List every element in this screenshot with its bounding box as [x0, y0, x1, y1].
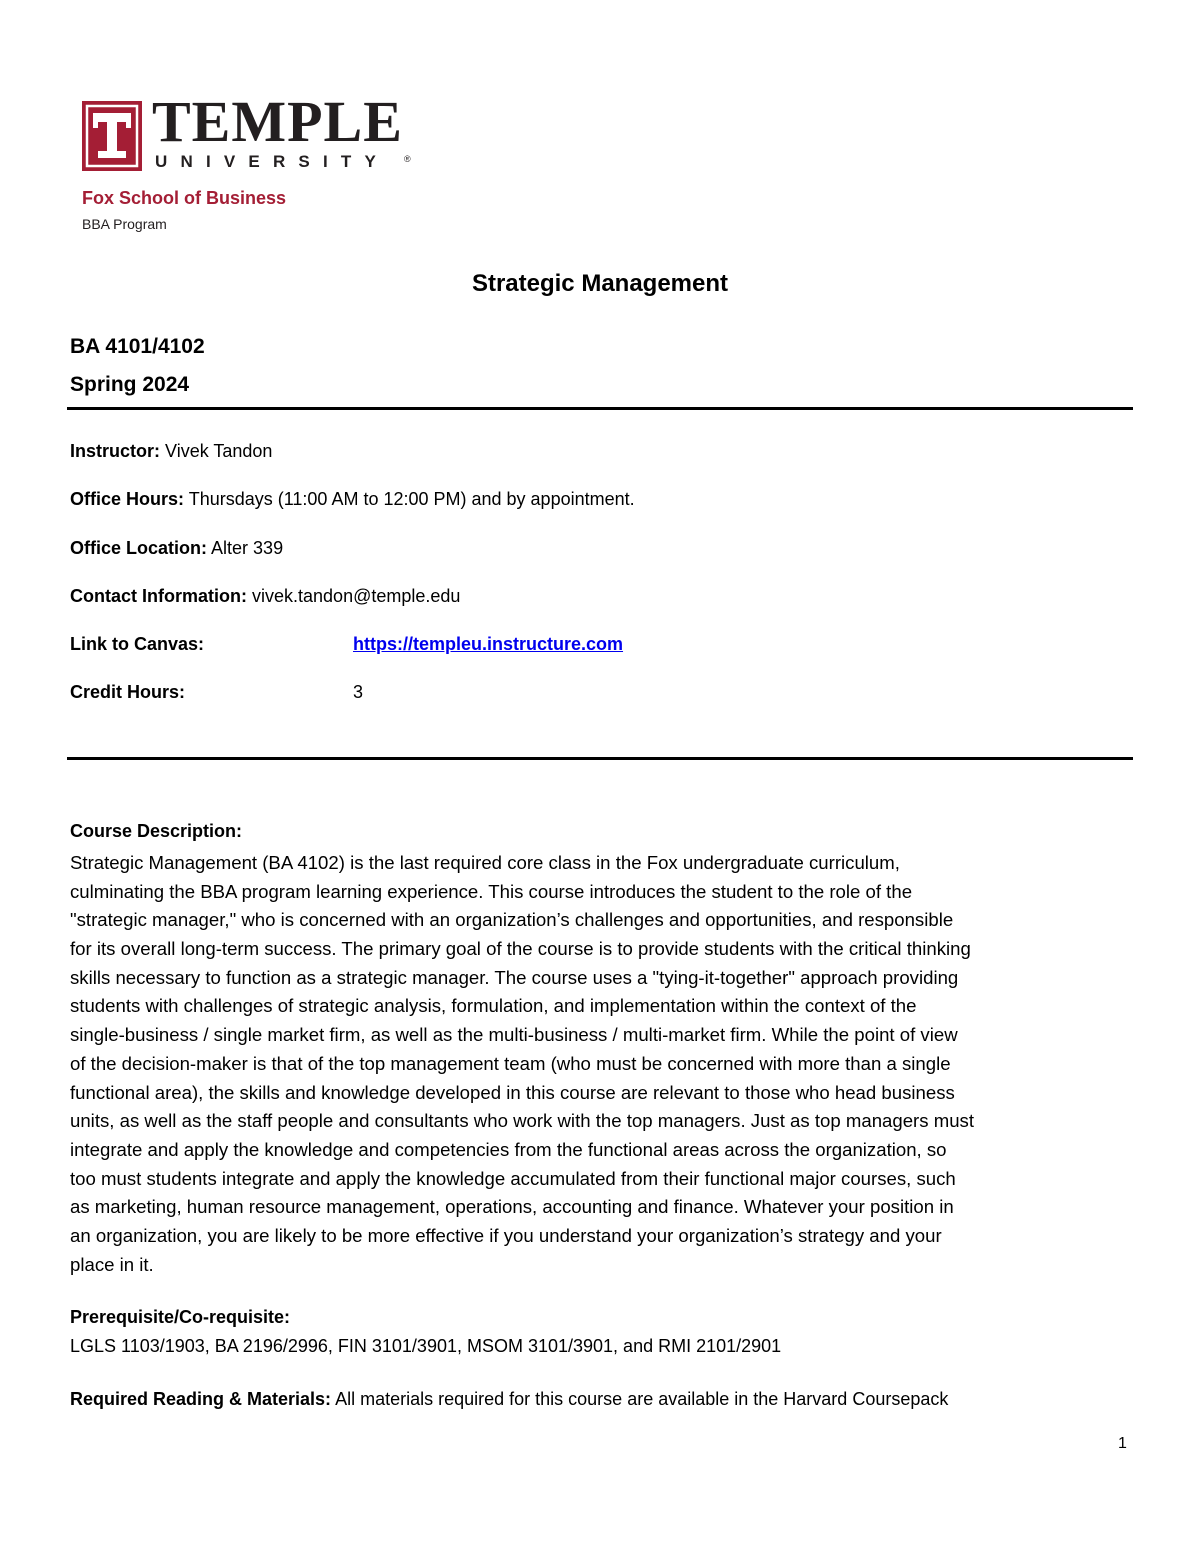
prerequisite-text: LGLS 1103/1903, BA 2196/2996, FIN 3101/3901, MSOM 3101/3901, and RMI 2101/2901: [70, 1336, 782, 1356]
course-description-heading: Course Description:: [70, 821, 243, 841]
description-line: integrate and apply the knowledge and competencies from the functional areas across the organization, so: [70, 1138, 947, 1160]
page-title: Strategic Management: [471, 270, 729, 297]
contact-row: [70, 587, 460, 605]
office-location-row: [70, 539, 283, 557]
contact-email: vivek.tandon@temple.edu: [252, 586, 461, 606]
canvas-link-cell: [353, 635, 623, 653]
logo-program-name: BBA Program: [82, 216, 167, 232]
canvas-label-row: [70, 635, 204, 653]
description-line: for its overall long-term success. The primary goal of the course is to provide students with the critical thinking: [70, 938, 971, 960]
description-line: too must students integrate and apply the knowledge accumulated from their functional major courses, such: [70, 1167, 956, 1189]
temple-t-logo-icon: [82, 101, 142, 171]
description-line: of the decision-maker is that of the top management team (who must be concerned with more than a single: [70, 1052, 951, 1074]
description-line: culminating the BBA program learning experience. This course introduces the student to the role of the: [70, 880, 913, 902]
instructor-label: Instructor:: [70, 441, 160, 461]
instructor-value: Vivek Tandon: [165, 441, 273, 461]
logo-school-name: Fox School of Business: [82, 188, 287, 208]
office-location-label: Office Location:: [70, 538, 208, 558]
description-line: units, as well as the staff people and consultants who work with the top managers. Just as top managers must: [70, 1110, 975, 1132]
description-line: single-business / single market firm, as well as the multi-business / multi-market firm. While the point of view: [70, 1024, 958, 1046]
canvas-link[interactable]: https://templeu.instructure.com: [353, 634, 624, 654]
canvas-label: Link to Canvas:: [70, 634, 205, 654]
divider-top: [67, 407, 1133, 410]
logo-registered-mark: ®: [404, 154, 411, 164]
description-line: an organization, you are likely to be more effective if you understand your organization’s strategy and your: [70, 1224, 942, 1246]
contact-label: Contact Information:: [70, 586, 247, 606]
office-hours-row: [70, 490, 635, 508]
description-line: Strategic Management (BA 4102) is the last required core class in the Fox undergraduate curriculum,: [70, 852, 900, 873]
description-line: place in it.: [70, 1253, 154, 1275]
logo-university: UNIVERSITY: [155, 152, 390, 171]
temple-fox-logo: [82, 89, 422, 241]
description-line: skills necessary to function as a strategic manager. The course uses a "tying-it-together" approach providing: [70, 966, 959, 988]
description-line: students with challenges of strategic analysis, formulation, and implementation within the context of the: [70, 995, 917, 1017]
credit-hours-label-row: [70, 683, 185, 701]
course-description-body: [70, 849, 1135, 1279]
instructor-row: [70, 442, 272, 460]
course-code: BA 4101/4102: [70, 335, 205, 358]
office-location-value: Alter 339: [211, 538, 284, 558]
divider-bottom: [67, 757, 1133, 760]
credit-hours-value-cell: [353, 683, 363, 701]
office-hours-label: Office Hours:: [70, 489, 185, 509]
credit-hours-value: 3: [353, 682, 364, 702]
materials-row: [70, 1390, 948, 1408]
office-hours-value: Thursdays (11:00 AM to 12:00 PM) and by appointment.: [188, 489, 635, 509]
materials-label: Required Reading & Materials:: [70, 1389, 332, 1409]
description-line: as marketing, human resource management, operations, accounting and finance. Whatever your position in: [70, 1196, 954, 1218]
page-number: 1: [1118, 1435, 1127, 1452]
logo-wordmark: TEMPLE: [152, 89, 403, 154]
materials-text: All materials required for this course are available in the Harvard Coursepack: [335, 1389, 949, 1409]
description-line: "strategic manager," who is concerned with an organization’s challenges and opportunities, and responsible: [70, 909, 954, 931]
credit-hours-label: Credit Hours:: [70, 682, 186, 702]
prerequisite-heading: Prerequisite/Co-requisite:: [70, 1307, 291, 1327]
course-term: Spring 2024: [70, 373, 190, 396]
description-line: functional area), the skills and knowledge developed in this course are relevant to those who head business: [70, 1081, 955, 1103]
